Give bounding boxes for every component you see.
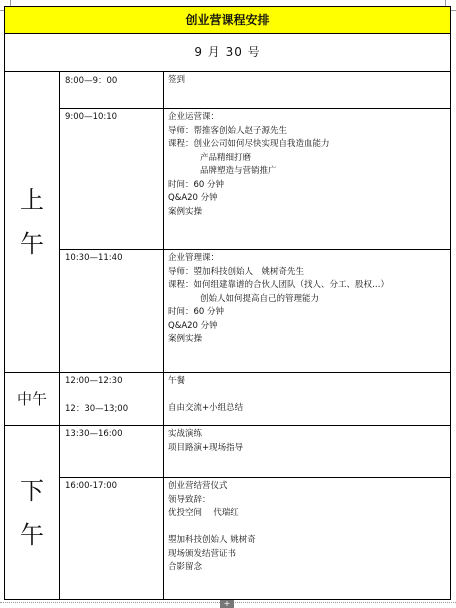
session-time: 13:30—16:00 [65, 429, 123, 439]
session-time: 10:30—11:40 [65, 253, 123, 263]
content-line: 曌加科技创始人 姚树奇 [168, 535, 256, 545]
content-line: 创始人如何提高自己的管理能力 [200, 293, 320, 304]
content-line: 导师：帮推客创始人赵子源先生 [168, 125, 288, 136]
table-resize-handle[interactable]: + [220, 600, 234, 608]
content-line: 自由交流+小组总结 [168, 403, 244, 413]
session-content [168, 375, 243, 416]
content-line: 时间：60 分钟 [168, 179, 225, 190]
content-line: 合影留念 [168, 562, 203, 572]
content-line: 实战演练 [168, 429, 203, 439]
grid-line [59, 477, 450, 478]
period-char: 午 [20, 229, 44, 258]
content-line: Q&A20 分钟 [168, 320, 218, 331]
period-morning [5, 71, 59, 372]
grid-line [59, 249, 450, 250]
grid-line [5, 425, 450, 426]
period-char: 上 [20, 185, 44, 214]
content-line: 现场颁发结营证书 [168, 548, 237, 559]
content-line: 课程：如何组建靠谱的合伙人团队（找人、分工、股权…） [168, 280, 390, 290]
content-line: 企业管理课： [168, 253, 220, 263]
session-time: 12：30—13;00 [65, 404, 129, 414]
period-char: 下 [20, 477, 44, 505]
schedule-table [4, 6, 451, 600]
content-line: 午餐 [168, 376, 186, 386]
period-char: 午 [20, 521, 44, 549]
content-line: 课程：创业公司如何尽快实现自我造血能力 [168, 139, 330, 149]
content-line: 导师：曌加科技创始人 姚树奇先生 [168, 266, 305, 277]
content-line: 案例实操 [168, 334, 203, 344]
content-line [168, 389, 243, 403]
content-line: 产品精细打磨 [200, 152, 252, 163]
content-line: 优投空间 代瑞红 [168, 508, 239, 518]
session-content [168, 428, 243, 455]
session-content [168, 111, 330, 219]
session-time: 9:00—10:10 [65, 112, 118, 122]
session-time: 8:00—9：00 [65, 76, 118, 86]
grid-line [5, 372, 450, 373]
content-line: Q&A20 分钟 [168, 193, 218, 203]
content-line: 企业运营课： [168, 112, 220, 122]
period-noon [5, 372, 59, 425]
table-date: 9 月 30 号 [5, 34, 450, 72]
session-time: 12:00—12:30 [65, 376, 123, 386]
period-label: 中午 [16, 390, 47, 408]
content-line: 案例实操 [168, 206, 203, 217]
session-time: 16:00-17:00 [65, 481, 118, 491]
content-line [168, 521, 256, 535]
content-line: 项目路演+现场指导 [168, 442, 244, 453]
content-line: 领导致辞： [168, 494, 211, 505]
session-content [168, 74, 185, 88]
content-line: 签到 [168, 75, 186, 85]
table-title: 创业营课程安排 [5, 7, 450, 34]
session-content [168, 480, 256, 575]
period-afternoon [5, 425, 59, 601]
content-line: 创业营结营仪式 [168, 481, 228, 491]
grid-line [59, 71, 60, 599]
grid-line [163, 71, 164, 599]
grid-line [59, 108, 450, 109]
session-content [168, 252, 389, 347]
content-line: 时间：60 分钟 [168, 307, 225, 317]
content-line: 品牌塑造与营销推广 [200, 166, 277, 176]
